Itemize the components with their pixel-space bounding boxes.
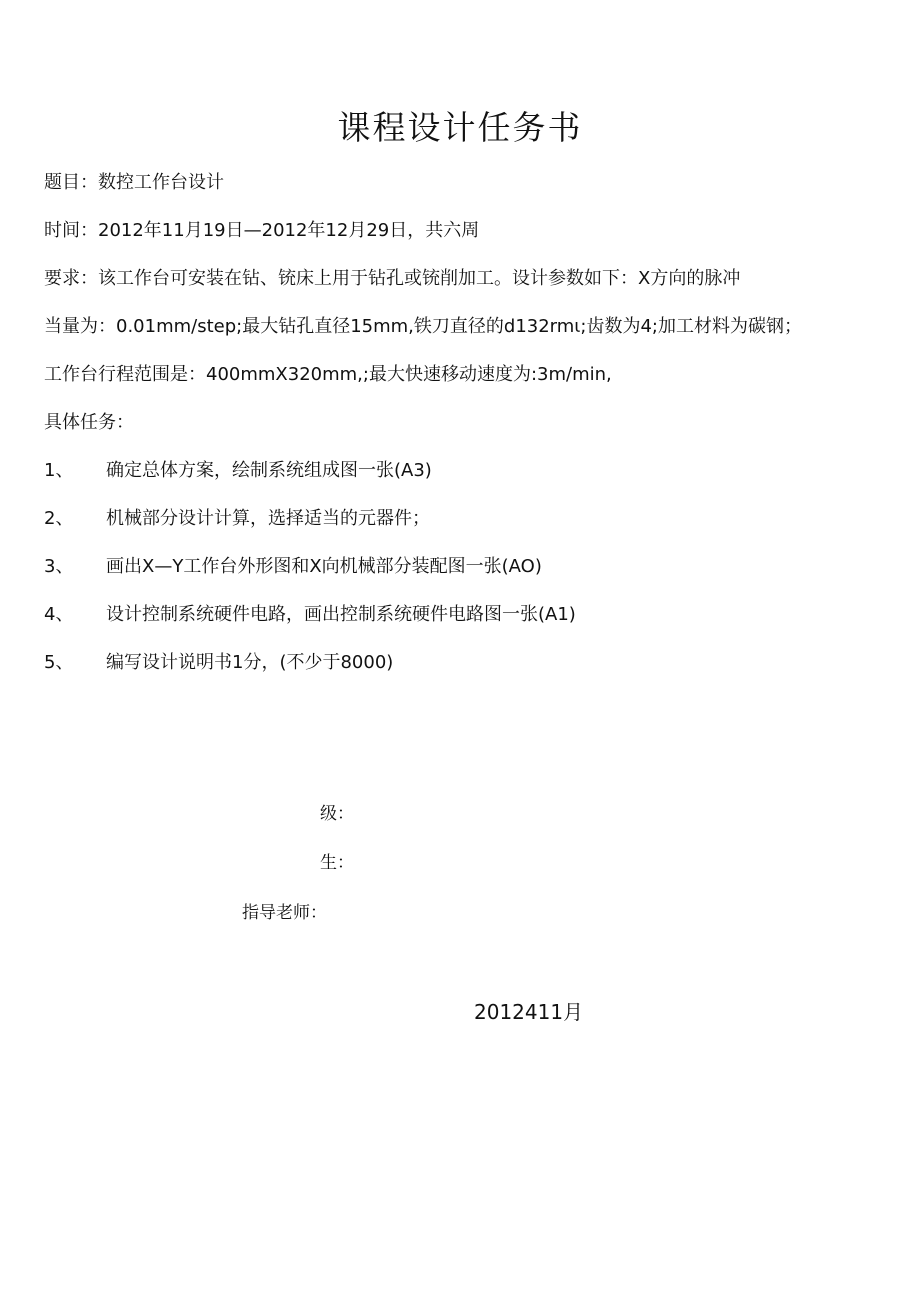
task-text: 画出X—Y工作台外形图和X向机械部分装配图一张(AO) — [106, 556, 542, 577]
task-number: 5、 — [44, 652, 74, 673]
task-number: 2、 — [44, 508, 74, 529]
task-item — [44, 506, 430, 532]
task-text: 设计控制系统硬件电路，画出控制系统硬件电路图一张(A1) — [106, 604, 576, 625]
task-number: 1、 — [44, 460, 74, 481]
task-item — [44, 458, 432, 484]
task-text: 确定总体方案，绘制系统组成图一张(A3) — [106, 460, 432, 481]
task-item — [44, 554, 542, 580]
topic-line: 题目：数控工作台设计 — [44, 172, 224, 193]
requirements-line-2: 当量为：0.01mm/step;最大钻孔直径15mm,铁刀直径的d132rmι;齿数为4;加工材料为碳钢； — [44, 316, 802, 337]
task-item — [44, 602, 576, 628]
task-text: 机械部分设计计算，选择适当的元器件； — [106, 508, 430, 529]
task-text: 编写设计说明书1分，(不少于8000) — [106, 652, 394, 673]
signature-class-label: 级： — [320, 804, 354, 824]
task-item — [44, 650, 393, 676]
page-title: 课程设计任务书 — [337, 108, 583, 147]
signature-student-label: 生： — [320, 853, 354, 873]
requirements-line-1: 要求：该工作台可安装在钻、铳床上用于钻孔或铳削加工。设计参数如下：X方向的脉冲 — [44, 268, 741, 289]
time-line: 时间：2012年11月19日—2012年12月29日，共六周 — [44, 220, 480, 241]
signature-teacher-label: 指导老师： — [242, 903, 327, 923]
requirements-line-3: 工作台行程范围是：400mmX320mm,;最大快速移动速度为:3m∕min, — [44, 364, 612, 385]
task-number: 3、 — [44, 556, 74, 577]
tasks-heading: 具体任务： — [44, 412, 134, 433]
task-number: 4、 — [44, 604, 74, 625]
document-date: 2012411月 — [474, 1000, 584, 1024]
